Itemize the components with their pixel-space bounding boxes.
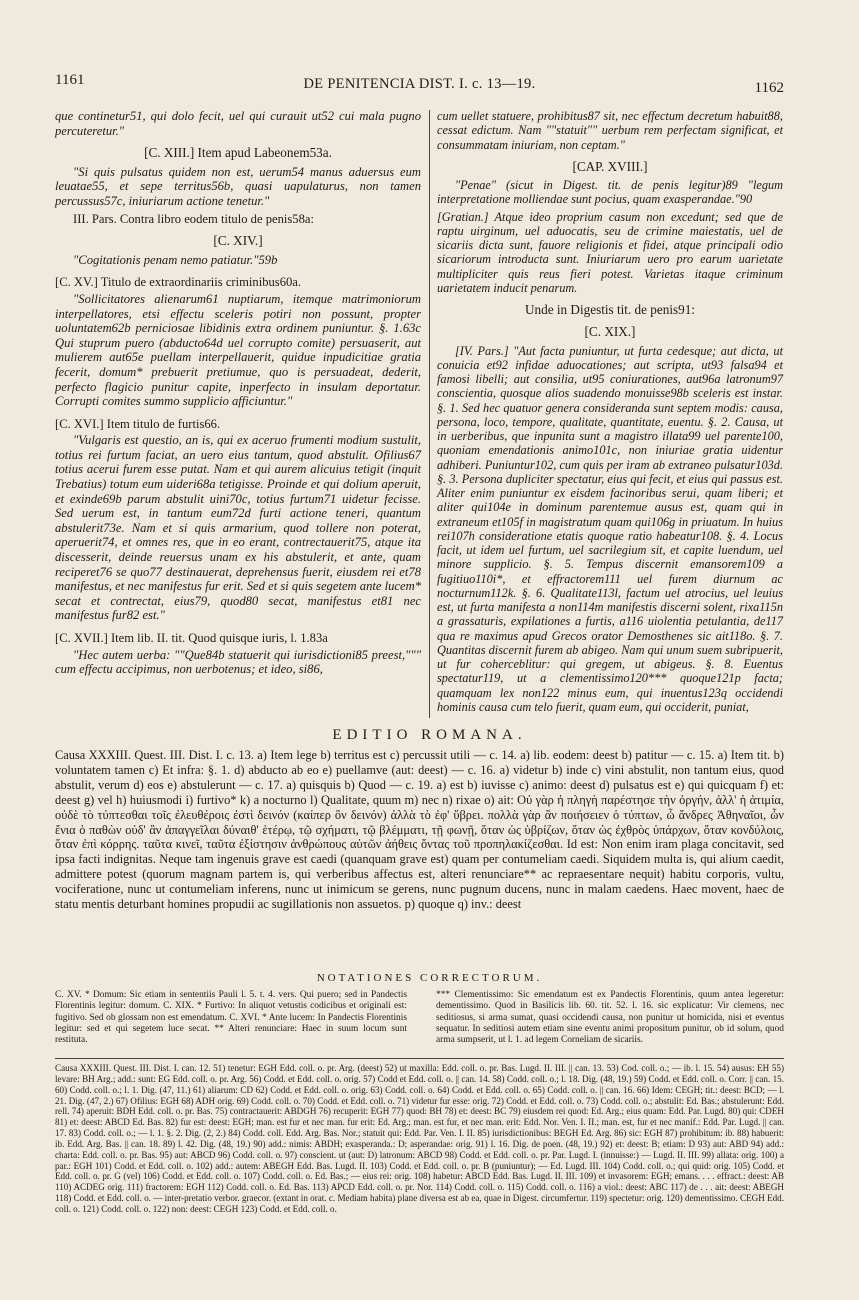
paragraph: que continetur51, qui dolo fecit, uel qui curauit ut52 cui mala pugno percuteretur.": [55, 109, 421, 138]
running-header: [55, 72, 784, 96]
paragraph: "Vulgaris est questio, an is, qui ex aceruo frumenti modium sustulit, totius rei furtum faciat, an uero eius tantum, quod abstulit. Ofilius67 totius acerui furem esse putat. Nam et qui aurem alicuius tetigit (inquit Trebatius) totum eum uideri68a tetigisse. Proinde et qui dolium aperuit, et exinde69b parum abstulit uini70c, totius furtum71 uidetur fecisse. Sed uerum est, in tantum eum72d furti actione teneri, quantum abstulerit73e. Nam et si quis armarium, quod tollere non poterat, aperuerit74, et omnes res, que in eo erant, contrectauerit75, atque ita discesserit, deinde reuersus unam ex his abstulerit, et ante, quam reciperet76 se quo77 destinauerat, deprehensus fuerit, eiusdem rei et78 manifestus, et nec manifestus fur erit. Sed et si quis segetem ante lucem* secat et contrectat, eius79, quod80 secat, manifestus et81 nec manifestus fur82 est.": [55, 433, 421, 623]
column-divider: [429, 110, 430, 718]
page-number-right: 1162: [754, 80, 784, 96]
paragraph: [Gratian.] Atque ideo proprium casum non excedunt; sed que de raptu uirginum, uel aduocatis, seu de crimine maiestatis, uel de sicariis dicta sunt, fauore religionis et fidei, atque principali odio sicariorum introducta sunt. Iniuriarum uero pro earum uarietate multipliciter quis reus fieri potest. Varietas itaque criminum uarietatem inducit penarum.: [437, 209, 783, 295]
chapter-heading: [C. XVII.] Item lib. II. tit. Quod quisque iuris, l. 1.83a: [55, 631, 328, 645]
chapter-heading: [C. XIV.]: [213, 233, 263, 249]
notationes-left: [55, 990, 407, 1046]
editio-title: EDITIO ROMANA.: [332, 727, 527, 743]
editio-body: [55, 748, 784, 912]
left-column: [55, 109, 421, 680]
notationes-text: *** Clementissimo: Sic emendatum est ex Pandectis Florentinis, quum antea legeretur: dementissimo. Quod in Basilicis lib. 60. tit. 52. l. 16. sic explicatur: Vir clemens, nec seditiosus, si arma sumat, quasi occidendi causa, non punitur ut homicida, nisi et eventus sequatur. In seditiosi autem etiam sine eventu animi propositum punitur, ob id solum, quod arma sumpserit, ut l. 1. ad legem Corneliam de sicariis.: [436, 990, 784, 1046]
right-column: [437, 109, 783, 717]
notationes-title: NOTATIONES CORRECTORUM.: [316, 972, 543, 984]
variant-readings: [55, 1063, 784, 1215]
editio-text: Causa XXXIII. Quest. III. Dist. I. c. 13. a) Item lege b) territus est c) percussit utili — c. 14. a) lib. eodem: deest b) patitur — c. 15. a) Item tit. b) voluntatem tamen c) Et infra: §. 1. d) abducto ab eo e) puellamve (aut: deest) — c. 16. a) videtur b) inde c) vini abstulit, non tantum eius, quod abstulit, verum d) eos e) abstulerunt — c. 17. a) quisquis b) Quod — c. 19. a) est b) iuvisse c) animo: deest d) pulsatus est e) qui quicquam f) et: deest g) vel h) huiusmodi i) furtivo* k) a nocturno l) Qualitate, quum m) nec n) rixae o) ait: Οὐ γὰρ ἡ πληγὴ παρέστησε τὴν ὀργήν, ἀλλ' ἡ ἀτιμία, οὐδὲ τὸ τύπτεσθαι τοῖς ἐλευθέροις ἐστὶ δεινόν (καίπερ ὂν δεινόν) ἀλλὰ τὸ ἐφ' ὕβρει. πολλὰ γὰρ ἂν ποιήσειεν ὁ τύπτων, ὦ ἄνδρες Ἀθηναῖοι, ὧν ἔνια ὁ παθὼν οὐδ' ἂν ἀπαγγεῖλαι δύναιθ' ἑτέρῳ, τῷ σχήματι, τῷ βλέμματι, τῇ φωνῇ, ὅταν ὡς ὑβρίζων, ὅταν ὡς ἐχθρὸς ὑπάρχων, ὅταν κονδύλοις, ὅταν ἐπὶ κόρρης. ταῦτα κινεῖ, ταῦτα ἐξίστησιν ἀνθρώπους αὑτῶν ἀήθεις ὄντας τοῦ προπηλακίζεσθαι. Id est: Non enim iram plaga concitavit, sed ipsa facti indignitas. Neque tam ingenuis grave est caedi (quanquam grave est) quam per contumeliam caedi. Siquidem multa is, qui alium caedit, admittere potest (quorum magnam partem is, qui verberibus affectus est, alteri renunciare** ac repraesentare nequit) habitu corporis, vultu, vociferatione, nunc ut contumeliam inferens, nunc ut inimicum se gerens, nunc pugnum ducens, nunc in malam caedens. Haec movent, haec de statu mentis deturbant homines propudii ac sugillationis non assuetos. p) quoque q) inv.: deest: [55, 748, 784, 912]
chapter-heading: [C. XIX.]: [584, 324, 636, 340]
paragraph: "Sollicitatores alienarum61 nuptiarum, itemque matrimoniorum interpellatores, etsi effectu sceleris potiri non possunt, propter uoluntatem62b perniciosae libidinis extra ordinem puniuntur. §. 1.63c Qui stuprum puero (abducto64d uel corrupto comite) persuaserit, aut mulierem aut65e puellam interpellauerit, quidue inpudicitiae gratia fecerit, domum* prebuerit pretiumue, quo is persuadeat, dederit, perfecto flagicio punitur capite, inperfecto in insulam deportatur. Corrupti comites summo supplicio afficiuntur.": [55, 291, 421, 409]
paragraph: "Si quis pulsatus quidem non est, uerum54 manus aduersus eum leuatae55, et sepe territus56b, quasi uapulaturus, non tamen percussus57c, iniuriarum actione tenetur.": [55, 164, 421, 208]
pars-heading: III. Pars. Contra libro eodem titulo de penis58a:: [73, 211, 314, 226]
chapter-heading: [C. XIII.] Item apud Labeonem53a.: [144, 145, 332, 161]
source-line: Unde in Digestis tit. de penis91:: [525, 302, 695, 317]
running-title: DE PENITENCIA DIST. I. c. 13—19.: [303, 76, 536, 92]
paragraph: "Cogitationis penam nemo patiatur."59b: [73, 252, 278, 267]
chapter-heading: [C. XVI.] Item titulo de furtis66.: [55, 416, 221, 431]
variant-text: Causa XXXIII. Quest. III. Dist. I. can. 12. 51) tenetur: EGH Edd. coll. o. pr. Arg. (deest) 52) ut maxilla: Edd. coll. o. pr. Bas. Lugd. II. III. || can. 13. 53) Cod. coll. o.; — ib. l. 15. 54) ausus: EH 55) levare: BH Arg.; add.: sunt: EG Edd. coll. o. pr. Arg. 56) Codd. et Edd. coll. o. orig. 57) Codd et Edd. coll. o. || can. 14. 58) Codd. coll. o.; l. 18. Dig. (48, 19.) 59) Codd. et Edd. coll. o. Corr. || can. 15. 60) Codd. coll. o.; l. 1. Dig. (47, 11.) 61) aliarum: CD 62) Codd. et Edd. coll. o. orig. 63) Codd. coll. o. 64) Codd. et Edd. coll. o. 65) Codd. coll. o. || can. 16. 66) Idem: CEGH; tit.: deest: BCD; — l. 21. Dig. (47, 2.) 67) Ofilius: EGH 68) ADH orig. 69) Codd. coll. o. 70) Codd. et Edd. coll. o. 71) videtur fur esse: orig. 72) Codd. et Edd. coll. o. 73) Codd. coll. o.; abstulit: Ed. Bas.; abstulerunt: Edd. rell. 74) aperuit: BDH Edd. coll. o. pr. Bas. 75) contractauerit: ABDGH 76) recuperit: EGH 77) quod: BH 78) et: deest: BC 79) eiusdem rei quod: Ed. Arg.; eius quam: Edd. Par. Lugd. 80) qui: CDEH 81) et: deest: ABCD Ed. Bas. 82) fur est: deest: EGH; man. est fur et nec man. fur erit: Ed. Arg.; man. est fur, et nec man. erit: Edd. Nor. Ven. I. II.; man. est, fur et nec manif.: Edd. Par. Lugd. || can. 17. 83) Codd. coll. o.; — l. 1. §. 2. Dig. (2, 2.) 84) Codd. coll. Edd. Arg. Bas. Nor.; statuit qui: Edd. Par. Ven. I. II. 85) iurisdictionibus: BEGH Ed. Arg. 86) sic: EGH 87) prohibitum: ib. 88) habuerit: ib. Edd. Arg. Bas. || can. 18. 89) l. 42. Dig. (48, 19.) 90) add.: nimis: ABDH; exasperanda.: D; asperandae: orig. 91) l. 16. Dig. de poen. (48, 19.) 92) et: deest: B; etiam: D 93) aut: ABD 94) add.: charta: Edd. coll. o. pr. Bas. 95) aut: ABCD 96) Codd. coll. o. 97) conscient. ut (aut: D) latronum: ABCD 98) Codd. et Edd. coll. o. pr. Par. Lugd. I. (innuisse:) — Lugd. II. III. 99) allata: orig. 100) a par.: EGH 101) Codd. et Edd. coll. o. 102) add.: autem: ABEGH Edd. Bas. Lugd. II. 103) Codd. et Edd. coll. o. pr. B (puniuntur); — Ed. Lugd. III. 104) Codd. coll. o.; qui quid: orig. 105) Codd. et Edd. coll. o. pr. G (vel) 106) Codd. et Edd. coll. o. 107) Codd. coll. o. Ed. Bas.; — eius rei: orig. 108) habetur: ABCD Edd. Bas. Lugd. II. III. 109) et invasorem: EGH; emans. . . . effract.: deest: AB 110) ACDEG orig. 111) fractorem: EGH 112) Codd. coll. o. Ed. Bas. 113) APCD Edd. coll. o. pr. Nor. 114) Codd. coll. o. 115) Codd. coll. o. 116) a viol.: deest: ABC 117) de . . . ait: deest: ABEGH 118) Codd. et Edd. coll. o. — inter-pretatio verbor. graecor. (extant in orat. c. Mediam habita) plane diversa est ab ea, quae in Digest. circumfertur. 119) spectetur: orig. 120) dementissimo. CEGH Edd. coll. o. 121) Codd. coll. o. 122) non: deest: CEGH 123) Codd. et Edd. coll. o.: [55, 1063, 784, 1214]
page-number-left: 1161: [55, 72, 85, 88]
paragraph: cum uellet statuere, prohibitus87 sit, nec effectum decretum habuit88, cessat edictum. Nam ""statuit"" uerbum rem perfectam significat, et consummatam iniuriam, non ceptam.": [437, 109, 783, 152]
paragraph: [IV. Pars.] "Aut facta puniuntur, ut furta cedesque; aut dicta, ut conuicia et92 infidae aduocationes; aut scripta, ut93 falsa94 et famosi libelli; aut consilia, ut95 coniurationes, aut96a latronum97 conscientia, quosque alios suadendo monuisse98b sceleris est instar. §. 1. Sed hec quatuor genera consideranda sunt septem modis: causa, persona, loco, tempore, qualitate, quantitate, euentu. §. 2. Causa, ut in uerberibus, que inpunita sunt a magistro illata99 uel parente100, quoniam emendationis animo101c, non iniuriae gratia uidentur adhiberi. Puniuntur102, cum quis per iram ab extraneo pulsatur103d. §. 3. Persona dupliciter spectatur, eius qui fecit, et eius qui passus est. Aliter enim puniuntur ex eisdem facinoribus serui, quam liberi; et aliter qui104e in dominum parentemue ausus est, quam qui in extraneum et105f in magistratum quam qui106g in priuatum. In huius rei107h consideratione etatis quoque ratio habeatur108. §. 4. Locus facit, ut idem uel furtum, uel sacrilegium sit, et capite luendum, uel minore supplicio. §. 5. Tempus discernit emansorem109 a fugitiuo110i*, et effractorem111 uel furem diurnum ac nocturnum112k. §. 6. Qualitate113l, factum uel atrocius, uel leuius est, ut furta manifesta a non114m manifestis discerni solent, rixa115n a grassaturis, expilationes a furtis, a116 uiolentia petulantia, de117 qua re maximus apud Grecos orator Demosthenes sic ait118o. §. 7. Quantitas discernit furem ab abigeo. Nam qui unum suem subripuerit, ut fur coherceblitur: qui gregem, ut abigeus. §. 8. Euentus spectatur119, ut a clementissimo120*** quoque121p facta; quamquam lex non122 minus eum, qui inuentus123q occidendi hominis causa cum telo fuerit, quam eum, qui occiderit, puniat,: [437, 343, 783, 714]
footnote-rule: [55, 1058, 784, 1059]
paragraph: "Hec autem uerba: ""Que84b statuerit qui iurisdictioni85 preest,""" cum effectu accipimus, non uerbotenus; et ideo, si86,: [55, 647, 421, 677]
chapter-heading: [CAP. XVIII.]: [572, 158, 648, 174]
paragraph: "Penae" (sicut in Digest. tit. de penis legitur)89 "legum interpretatione molliendae sunt pocius, quam exasperandae."90: [437, 178, 783, 207]
notationes-text: C. XV. * Domum: Sic etiam in sententiis Pauli l. 5. t. 4. vers. Qui puero; sed in Pandectis Florentinis legitur: domum. C. XIX. * Furtivo: In aliquot vetustis codicibus et originali est: fugitivo. Sed ob glossam non est emendatum. C. XVI. * Ante lucem: In Pandectis Florentinis legitur: sed et qui segetem luce secat. ** Alteri renunciare: Haec in suum locum sunt restituta.: [55, 990, 407, 1046]
chapter-heading: [C. XV.] Titulo de extraordinariis criminibus60a.: [55, 275, 302, 290]
notationes-right: [436, 990, 784, 1046]
